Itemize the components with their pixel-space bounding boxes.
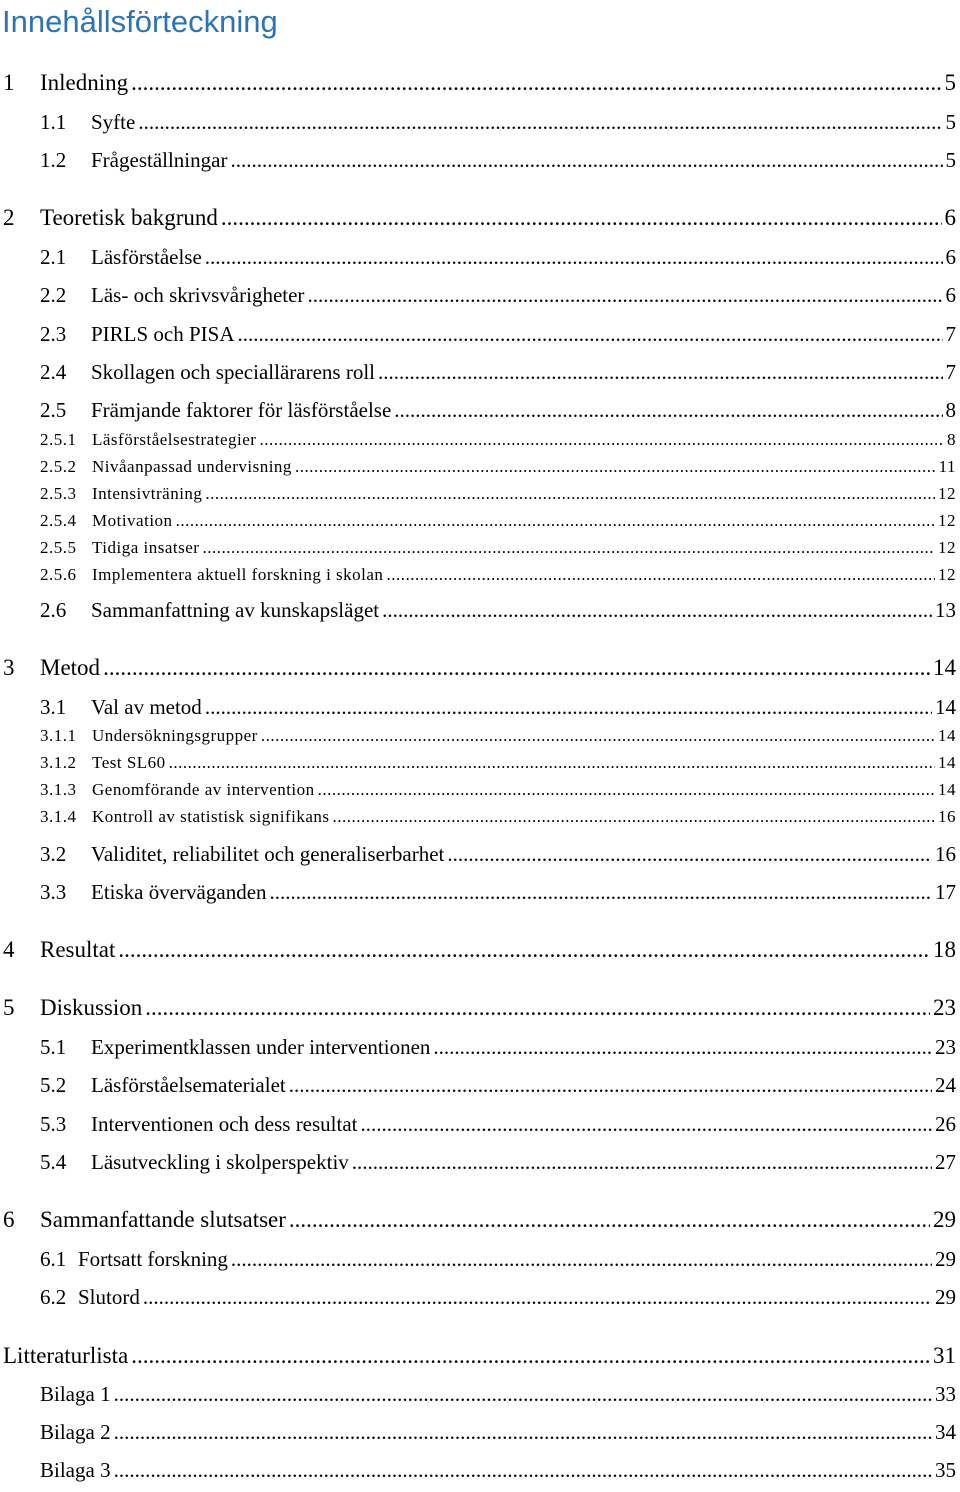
toc-entry-label: Sammanfattning av kunskapsläget [91, 598, 380, 622]
toc-entry-number: 3 [3, 655, 15, 680]
toc-entry-label: Nivåanpassad undervisning [92, 457, 292, 476]
toc-entry-number: 2.5.3 [40, 484, 77, 503]
dot-leader [238, 322, 943, 347]
toc-entry-label: Bilaga 1 [40, 1382, 111, 1406]
toc-entry-label: Validitet, reliabilitet och generaliserbarhet [91, 842, 445, 866]
toc-entry-label: Frågeställningar [91, 148, 228, 172]
toc-entry-page: 17 [935, 880, 956, 904]
toc-entry-page: 14 [933, 655, 956, 680]
toc-entry-number: 3.1.4 [40, 807, 77, 826]
toc-entry[interactable] [40, 753, 956, 773]
toc-entry[interactable] [40, 1458, 956, 1483]
toc-entry-number: 2.5.2 [40, 457, 77, 476]
dot-leader [307, 283, 942, 308]
toc-entry-label: PIRLS och PISA [91, 322, 235, 346]
toc-entry-number: 5.3 [40, 1112, 67, 1136]
dot-leader [205, 484, 935, 504]
dot-leader [433, 1035, 932, 1060]
toc-entry[interactable] [40, 842, 956, 867]
toc-entry-page: 29 [935, 1285, 956, 1309]
toc-entry-page: 26 [935, 1112, 956, 1136]
dot-leader [145, 995, 930, 1021]
toc-entry-label: Implementera aktuell forskning i skolan [92, 565, 384, 584]
toc-entry-page: 13 [935, 598, 956, 622]
toc-entry-number: 6.1 [40, 1247, 67, 1271]
dot-leader [131, 1343, 930, 1369]
toc-entry-label: Slutord [78, 1285, 140, 1309]
toc-entry-page: 29 [935, 1247, 956, 1271]
toc-entry-label: Bilaga 3 [40, 1458, 111, 1482]
toc-entry[interactable] [40, 880, 956, 905]
toc-entry-number: 3.1.3 [40, 780, 77, 799]
toc-entry[interactable] [40, 360, 956, 385]
toc-entry-label: Inledning [40, 70, 129, 95]
toc-entry-number: 5.2 [40, 1073, 67, 1097]
toc-entry-number: 2.6 [40, 598, 67, 622]
toc-entry[interactable] [40, 726, 956, 746]
dot-leader [169, 753, 935, 773]
dot-leader [378, 360, 943, 385]
toc-entry-page: 14 [935, 695, 956, 719]
toc-entry-page: 6 [945, 283, 956, 307]
dot-leader [259, 430, 944, 450]
dot-leader [352, 1150, 932, 1175]
toc-entry-number: 2.2 [40, 283, 67, 307]
toc-entry[interactable] [3, 655, 956, 681]
toc-entry-label: Interventionen och dess resultat [91, 1112, 358, 1136]
toc-entry-number: 2.5 [40, 398, 67, 422]
toc-entry-number: 5 [3, 995, 15, 1020]
toc-entry-number: 2 [3, 205, 15, 230]
toc-entry-number: 2.5.6 [40, 565, 77, 584]
page-title: Innehållsförteckning [2, 4, 278, 39]
dot-leader [131, 70, 941, 96]
toc-entry-number: 3.1.1 [40, 726, 77, 745]
toc-entry-number: 3.1 [40, 695, 67, 719]
dot-leader [386, 565, 935, 585]
toc-entry-number: 2.3 [40, 322, 67, 346]
toc-entry[interactable] [40, 1035, 956, 1060]
dot-leader [205, 245, 943, 270]
toc-entry-page: 31 [933, 1343, 956, 1368]
dot-leader [118, 937, 930, 963]
toc-entry[interactable] [40, 283, 956, 308]
toc-entry-number: 2.5.5 [40, 538, 77, 557]
toc-entry-label: Kontroll av statistisk signifikans [92, 807, 330, 826]
toc-entry[interactable] [40, 322, 956, 347]
toc-entry-page: 12 [938, 511, 956, 530]
toc-entry[interactable] [40, 430, 956, 450]
toc-entry-page: 7 [945, 360, 956, 384]
toc-entry[interactable] [40, 565, 956, 585]
toc-entry-number: 2.4 [40, 360, 67, 384]
toc-entry-page: 6 [944, 205, 956, 230]
toc-entry[interactable] [3, 1207, 956, 1233]
dot-leader [231, 1247, 932, 1272]
dot-leader [202, 538, 935, 558]
toc-entry[interactable] [40, 780, 956, 800]
toc-entry-page: 5 [945, 148, 956, 172]
dot-leader [289, 1207, 930, 1233]
dot-leader [114, 1420, 932, 1445]
dot-leader [270, 880, 932, 905]
toc-entry-label: Motivation [92, 511, 173, 530]
toc-entry-page: 34 [935, 1420, 956, 1444]
toc-entry-number: 3.3 [40, 880, 67, 904]
toc-entry-label: Läsförståelse [91, 245, 202, 269]
toc-entry-label: Genomförande av intervention [92, 780, 315, 799]
toc-entry-number: 3.1.2 [40, 753, 77, 772]
toc-entry-label: Skollagen och speciallärarens roll [91, 360, 375, 384]
toc-entry-page: 14 [938, 780, 956, 799]
toc-entry-label: Läs- och skrivsvårigheter [91, 283, 305, 307]
toc-entry-number: 3.2 [40, 842, 67, 866]
toc-entry-number: 1 [3, 70, 15, 95]
toc-entry-page: 16 [935, 842, 956, 866]
toc-entry-number: 5.1 [40, 1035, 67, 1059]
dot-leader [230, 148, 942, 173]
toc-entry-page: 24 [935, 1073, 956, 1097]
toc-entry-label: Teoretisk bakgrund [40, 205, 218, 230]
toc-entry-label: Läsutveckling i skolperspektiv [91, 1150, 349, 1174]
toc-entry-page: 8 [947, 430, 956, 449]
toc-entry[interactable] [40, 511, 956, 531]
toc-entry[interactable] [3, 937, 956, 963]
toc-entry[interactable] [40, 1150, 956, 1175]
dot-leader [261, 726, 935, 746]
toc-entry-page: 7 [945, 322, 956, 346]
toc-entry-label: Intensivträning [92, 484, 203, 503]
toc-entry-label: Test SL60 [92, 753, 166, 772]
dot-leader [394, 398, 942, 423]
toc-entry-page: 14 [938, 753, 956, 772]
dot-leader [103, 655, 930, 681]
toc-entry[interactable] [40, 1247, 956, 1272]
toc-entry-page: 12 [938, 565, 956, 584]
toc-entry-label: Syfte [91, 110, 136, 134]
dot-leader [176, 511, 935, 531]
toc-entry-page: 35 [935, 1458, 956, 1482]
toc-entry-page: 23 [935, 1035, 956, 1059]
toc-entry-label: Tidiga insatser [92, 538, 200, 557]
toc-entry-label: Litteraturlista [3, 1343, 129, 1368]
toc-entry-page: 18 [933, 937, 956, 962]
toc-entry-number: 6 [3, 1207, 15, 1232]
toc-entry[interactable] [40, 110, 956, 135]
toc-entry[interactable] [40, 1073, 956, 1098]
toc-entry-page: 12 [938, 484, 956, 503]
toc-entry-page: 11 [938, 457, 956, 476]
toc-entry-label: Fortsatt forskning [78, 1247, 228, 1271]
toc-entry-number: 1.2 [40, 148, 67, 172]
dot-leader [333, 807, 935, 827]
toc-entry-page: 5 [944, 70, 956, 95]
toc-entry-number: 6.2 [40, 1285, 67, 1309]
toc-entry-page: 6 [945, 245, 956, 269]
toc-entry-page: 33 [935, 1382, 956, 1406]
toc-entry-label: Sammanfattande slutsatser [40, 1207, 286, 1232]
dot-leader [447, 842, 932, 867]
toc-entry[interactable] [40, 538, 956, 558]
dot-leader [143, 1285, 932, 1310]
toc-entry-label: Metod [40, 655, 101, 680]
toc-entry[interactable] [3, 70, 956, 96]
toc-entry-number: 5.4 [40, 1150, 67, 1174]
toc-entry-number: 4 [3, 937, 15, 962]
toc-entry-page: 5 [945, 110, 956, 134]
toc-entry[interactable] [40, 695, 956, 720]
toc-entry[interactable] [40, 245, 956, 270]
toc-entry[interactable] [40, 484, 956, 504]
dot-leader [114, 1382, 932, 1407]
toc-entry-label: Främjande faktorer för läsförståelse [91, 398, 392, 422]
toc-entry[interactable] [40, 148, 956, 173]
toc-entry-page: 27 [935, 1150, 956, 1174]
toc-entry[interactable] [3, 205, 956, 231]
toc-entry-page: 16 [938, 807, 956, 826]
toc-entry-label: Läsförståelsestrategier [92, 430, 257, 449]
toc-entry[interactable] [3, 995, 956, 1021]
dot-leader [361, 1112, 933, 1137]
toc-entry[interactable] [40, 1285, 956, 1310]
dot-leader [205, 695, 932, 720]
toc-entry[interactable] [40, 457, 956, 477]
dot-leader [138, 110, 942, 135]
toc-entry-number: 2.1 [40, 245, 67, 269]
toc-entry[interactable] [3, 1343, 956, 1369]
toc-entry[interactable] [40, 398, 956, 423]
toc-entry[interactable] [40, 1420, 956, 1445]
toc-entry-label: Diskussion [40, 995, 143, 1020]
toc-entry[interactable] [40, 807, 956, 827]
toc-entry-label: Experimentklassen under interventionen [91, 1035, 431, 1059]
toc-entry[interactable] [40, 1382, 956, 1407]
toc-entry-page: 8 [945, 398, 956, 422]
toc-entry-label: Läsförståelsematerialet [91, 1073, 286, 1097]
dot-leader [114, 1458, 932, 1483]
toc-entry-label: Etiska överväganden [91, 880, 267, 904]
dot-leader [318, 780, 935, 800]
dot-leader [289, 1073, 932, 1098]
toc-entry-page: 14 [938, 726, 956, 745]
toc-entry-page: 29 [933, 1207, 956, 1232]
toc-entry-number: 2.5.1 [40, 430, 77, 449]
toc-entry-label: Val av metod [91, 695, 202, 719]
toc-entry[interactable] [40, 1112, 956, 1137]
toc-entry-label: Resultat [40, 937, 116, 962]
toc-entry-label: Undersökningsgrupper [92, 726, 258, 745]
toc-entry-page: 23 [933, 995, 956, 1020]
toc-entry-number: 2.5.4 [40, 511, 77, 530]
dot-leader [295, 457, 936, 477]
toc-entry-label: Bilaga 2 [40, 1420, 111, 1444]
toc-entry-page: 12 [938, 538, 956, 557]
toc-entry[interactable] [40, 598, 956, 623]
dot-leader [221, 205, 942, 231]
toc-entry-number: 1.1 [40, 110, 67, 134]
dot-leader [382, 598, 932, 623]
